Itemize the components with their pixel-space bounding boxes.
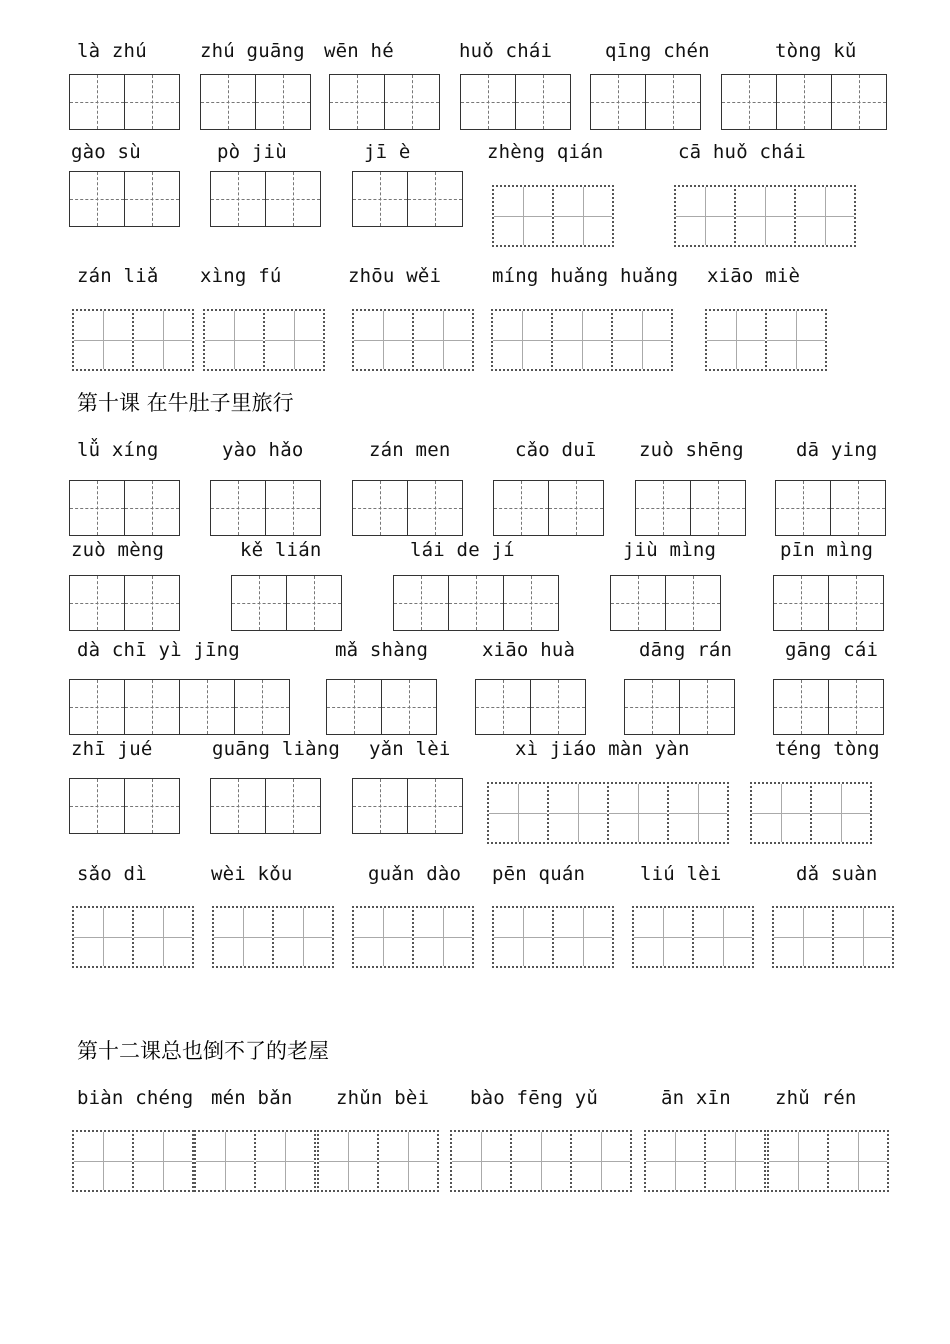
tianzige-cell[interactable] [487,782,549,844]
lesson-heading: 第十二课总也倒不了的老屋 [77,1039,329,1063]
tianzige-cell[interactable] [750,782,812,844]
tianzige-box[interactable] [352,480,463,536]
tianzige-cell[interactable] [624,679,680,735]
tianzige-box[interactable] [635,480,746,536]
tianzige-cell[interactable] [72,1130,134,1192]
tianzige-cell[interactable] [124,480,180,536]
tianzige-box[interactable] [775,480,886,536]
pinyin-label: jī è [364,141,411,163]
tianzige-box[interactable] [624,679,735,735]
tianzige-cell[interactable] [255,74,311,130]
tianzige-box[interactable] [210,480,321,536]
pinyin-label: ān xīn [661,1087,731,1109]
pinyin-label: dà chī yì jīng [77,639,240,661]
tianzige-box[interactable] [69,480,180,536]
tianzige-cell[interactable] [352,171,408,227]
tianzige-cell[interactable] [329,74,385,130]
pinyin-label: pò jiù [217,141,287,163]
tianzige-box[interactable] [352,309,474,371]
tianzige-cell[interactable] [765,309,827,371]
tianzige-cell[interactable] [234,679,290,735]
tianzige-cell[interactable] [407,778,463,834]
pinyin-label: cǎo duī [515,439,597,461]
pinyin-label: lǚ xíng [77,439,159,461]
tianzige-cell[interactable] [475,679,531,735]
pinyin-label: liú lèi [640,863,722,885]
tianzige-box[interactable] [231,575,342,631]
tianzige-cell[interactable] [552,185,614,247]
pinyin-label: zuò shēng [639,439,744,461]
pinyin-label: gào sù [71,141,141,163]
tianzige-box[interactable] [705,309,827,371]
tianzige-cell[interactable] [72,309,134,371]
tianzige-cell[interactable] [210,778,266,834]
pinyin-label: yǎn lèi [369,738,451,760]
tianzige-cell[interactable] [460,74,516,130]
pinyin-label: téng tòng [775,738,880,760]
tianzige-box[interactable] [69,171,180,227]
tianzige-cell[interactable] [831,74,887,130]
pinyin-label: dāng rán [639,639,733,661]
tianzige-cell[interactable] [352,778,408,834]
pinyin-label: gāng cái [785,639,879,661]
tianzige-cell[interactable] [210,480,266,536]
tianzige-box[interactable] [69,778,180,834]
tianzige-cell[interactable] [286,575,342,631]
pinyin-label: zhī jué [71,738,153,760]
tianzige-box[interactable] [492,906,614,968]
tianzige-cell[interactable] [510,1130,572,1192]
pinyin-label: xìng fú [200,265,282,287]
tianzige-box[interactable] [352,906,474,968]
tianzige-cell[interactable] [352,309,414,371]
pinyin-label: zhǔn bèi [336,1087,430,1109]
pinyin-label: xiāo huà [482,639,576,661]
tianzige-cell[interactable] [194,1130,256,1192]
tianzige-box[interactable] [590,74,701,130]
tianzige-box[interactable] [69,679,290,735]
tianzige-cell[interactable] [705,309,767,371]
pinyin-label: qīng chén [605,40,710,62]
pinyin-label: sǎo dì [77,863,147,885]
tianzige-cell[interactable] [492,906,554,968]
tianzige-box[interactable] [72,1130,194,1192]
pinyin-label: xiāo miè [707,265,801,287]
tianzige-cell[interactable] [690,480,746,536]
tianzige-cell[interactable] [667,782,729,844]
pinyin-label: tòng kǔ [775,40,857,62]
tianzige-cell[interactable] [69,679,125,735]
tianzige-cell[interactable] [124,74,180,130]
tianzige-cell[interactable] [828,575,884,631]
pinyin-label: mén bǎn [211,1087,293,1109]
tianzige-cell[interactable] [352,906,414,968]
tianzige-cell[interactable] [692,906,754,968]
pinyin-label: zán men [369,439,451,461]
tianzige-cell[interactable] [635,480,691,536]
tianzige-cell[interactable] [69,778,125,834]
tianzige-cell[interactable] [69,171,125,227]
pinyin-label: yào hǎo [222,439,304,461]
tianzige-box[interactable] [212,906,334,968]
pinyin-label: wèi kǒu [211,863,293,885]
tianzige-box[interactable] [772,906,894,968]
tianzige-cell[interactable] [503,575,559,631]
pinyin-label: zhōu wěi [348,265,442,287]
tianzige-cell[interactable] [124,778,180,834]
tianzige-cell[interactable] [265,778,321,834]
tianzige-cell[interactable] [69,575,125,631]
tianzige-cell[interactable] [767,1130,829,1192]
tianzige-cell[interactable] [124,679,180,735]
tianzige-cell[interactable] [210,171,266,227]
tianzige-cell[interactable] [254,1130,316,1192]
pinyin-label: kě lián [240,539,322,561]
tianzige-cell[interactable] [272,906,334,968]
tianzige-cell[interactable] [69,74,125,130]
lesson-heading: 第十课 在牛肚子里旅行 [77,391,294,415]
tianzige-cell[interactable] [551,309,613,371]
tianzige-cell[interactable] [179,679,235,735]
tianzige-box[interactable] [72,906,194,968]
tianzige-box[interactable] [393,575,559,631]
tianzige-cell[interactable] [674,185,736,247]
tianzige-cell[interactable] [263,309,325,371]
tianzige-box[interactable] [72,309,194,371]
tianzige-cell[interactable] [679,679,735,735]
tianzige-cell[interactable] [203,309,265,371]
tianzige-cell[interactable] [775,480,831,536]
tianzige-box[interactable] [200,74,311,130]
tianzige-box[interactable] [674,185,856,247]
tianzige-cell[interactable] [607,782,669,844]
tianzige-box[interactable] [632,906,754,968]
pinyin-label: zhèng qián [487,141,604,163]
tianzige-cell[interactable] [552,906,614,968]
tianzige-box[interactable] [721,74,887,130]
tianzige-box[interactable] [317,1130,439,1192]
tianzige-box[interactable] [610,575,721,631]
tianzige-box[interactable] [210,778,321,834]
tianzige-box[interactable] [210,171,321,227]
tianzige-cell[interactable] [493,480,549,536]
pinyin-label: lái de jí [410,539,515,561]
tianzige-cell[interactable] [352,480,408,536]
tianzige-cell[interactable] [611,309,673,371]
tianzige-cell[interactable] [773,575,829,631]
tianzige-box[interactable] [352,171,463,227]
tianzige-cell[interactable] [610,575,666,631]
tianzige-box[interactable] [475,679,586,735]
pinyin-label: jiù mìng [623,539,717,561]
tianzige-cell[interactable] [132,309,194,371]
tianzige-cell[interactable] [530,679,586,735]
tianzige-cell[interactable] [830,480,886,536]
pinyin-label: guāng liàng [212,738,341,760]
tianzige-cell[interactable] [72,906,134,968]
tianzige-cell[interactable] [632,906,694,968]
tianzige-cell[interactable] [590,74,646,130]
tianzige-cell[interactable] [326,679,382,735]
tianzige-cell[interactable] [704,1130,766,1192]
tianzige-box[interactable] [750,782,872,844]
tianzige-box[interactable] [460,74,571,130]
tianzige-cell[interactable] [265,480,321,536]
tianzige-cell[interactable] [124,575,180,631]
tianzige-cell[interactable] [644,1130,706,1192]
tianzige-cell[interactable] [231,575,287,631]
tianzige-cell[interactable] [794,185,856,247]
tianzige-box[interactable] [492,185,614,247]
tianzige-cell[interactable] [827,1130,889,1192]
tianzige-cell[interactable] [132,906,194,968]
tianzige-box[interactable] [450,1130,632,1192]
pinyin-label: zán liǎ [77,265,159,287]
pinyin-label: là zhú [77,40,147,62]
tianzige-box[interactable] [352,778,463,834]
tianzige-cell[interactable] [734,185,796,247]
tianzige-cell[interactable] [776,74,832,130]
tianzige-box[interactable] [773,679,884,735]
tianzige-cell[interactable] [547,782,609,844]
tianzige-cell[interactable] [548,480,604,536]
pinyin-label: zhú guāng [200,40,305,62]
tianzige-cell[interactable] [491,309,553,371]
tianzige-box[interactable] [69,74,180,130]
tianzige-cell[interactable] [200,74,256,130]
tianzige-box[interactable] [644,1130,766,1192]
tianzige-cell[interactable] [412,906,474,968]
tianzige-box[interactable] [493,480,604,536]
pinyin-label: cā huǒ chái [678,141,807,163]
tianzige-box[interactable] [326,679,437,735]
tianzige-box[interactable] [773,575,884,631]
tianzige-box[interactable] [491,309,673,371]
tianzige-cell[interactable] [377,1130,439,1192]
tianzige-cell[interactable] [828,679,884,735]
tianzige-cell[interactable] [393,575,449,631]
pinyin-label: dǎ suàn [796,863,878,885]
pinyin-label: xì jiáo màn yàn [515,738,690,760]
tianzige-box[interactable] [767,1130,889,1192]
tianzige-cell[interactable] [450,1130,512,1192]
tianzige-cell[interactable] [265,171,321,227]
tianzige-cell[interactable] [212,906,274,968]
tianzige-cell[interactable] [810,782,872,844]
tianzige-box[interactable] [69,575,180,631]
tianzige-cell[interactable] [407,480,463,536]
pinyin-label: pēn quán [492,863,586,885]
pinyin-label: wēn hé [324,40,394,62]
tianzige-cell[interactable] [772,906,834,968]
tianzige-box[interactable] [203,309,325,371]
pinyin-label: mǎ shàng [335,639,429,661]
tianzige-cell[interactable] [384,74,440,130]
tianzige-box[interactable] [329,74,440,130]
tianzige-cell[interactable] [773,679,829,735]
pinyin-label: bào fēng yǔ [470,1087,599,1109]
tianzige-cell[interactable] [721,74,777,130]
tianzige-cell[interactable] [832,906,894,968]
tianzige-cell[interactable] [69,480,125,536]
pinyin-label: huǒ chái [459,40,553,62]
pinyin-label: guǎn dào [368,863,462,885]
tianzige-cell[interactable] [381,679,437,735]
tianzige-cell[interactable] [570,1130,632,1192]
tianzige-cell[interactable] [412,309,474,371]
tianzige-cell[interactable] [515,74,571,130]
pinyin-label: zuò mèng [71,539,165,561]
pinyin-label: zhǔ rén [775,1087,857,1109]
tianzige-cell[interactable] [132,1130,194,1192]
pinyin-label: dā ying [796,439,878,461]
tianzige-cell[interactable] [645,74,701,130]
tianzige-cell[interactable] [448,575,504,631]
tianzige-cell[interactable] [317,1130,379,1192]
tianzige-cell[interactable] [407,171,463,227]
pinyin-label: biàn chéng [77,1087,194,1109]
tianzige-cell[interactable] [492,185,554,247]
pinyin-label: pīn mìng [780,539,874,561]
tianzige-cell[interactable] [124,171,180,227]
tianzige-cell[interactable] [665,575,721,631]
tianzige-box[interactable] [487,782,729,844]
pinyin-label: míng huǎng huǎng [492,265,679,287]
tianzige-box[interactable] [194,1130,316,1192]
